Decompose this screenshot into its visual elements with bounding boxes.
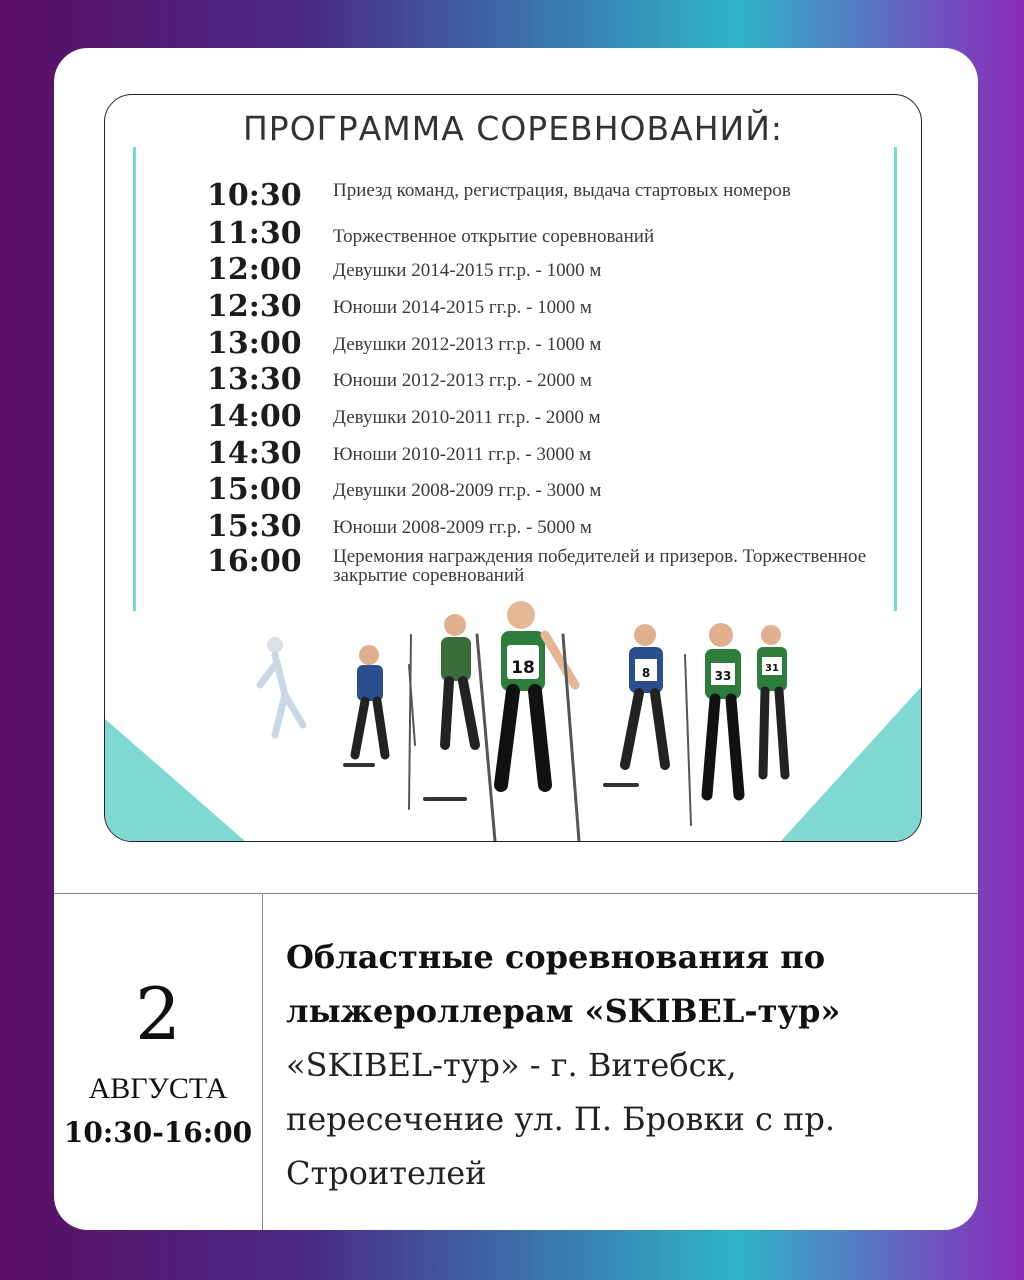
event-day: 2: [135, 972, 181, 1056]
schedule-time: 15:00: [207, 472, 302, 507]
event-info: [54, 893, 978, 1230]
rollerskiers-illustration: [245, 595, 805, 841]
schedule-event: Девушки 2014-2015 гг.р. - 1000 м: [333, 260, 602, 281]
event-time: 10:30-16:00: [63, 1116, 253, 1149]
schedule-event: Девушки 2008-2009 гг.р. - 3000 м: [333, 480, 602, 501]
schedule-time: 11:30: [207, 216, 302, 251]
schedule-time: 15:30: [207, 509, 302, 544]
schedule-time: 13:30: [207, 362, 302, 397]
schedule-event: Юноши 2008-2009 гг.р. - 5000 м: [333, 517, 592, 538]
schedule-event: Девушки 2012-2013 гг.р. - 1000 м: [333, 334, 602, 355]
schedule-time: 10:30: [207, 178, 302, 213]
schedule-time: 12:00: [207, 252, 302, 287]
schedule-event: Приезд команд, регистрация, выдача стартовых номеров: [333, 180, 791, 201]
event-month: АВГУСТА: [88, 1072, 228, 1105]
program-poster: [104, 94, 922, 842]
schedule-time: 12:30: [207, 289, 302, 324]
schedule-event: Торжественное открытие соревнований: [333, 226, 655, 247]
corner-triangle-left: [105, 705, 245, 841]
schedule-event: Церемония награждения победителей и призеров. Торжественное закрытие соревнований: [333, 546, 867, 586]
bib-number: 31: [765, 663, 779, 674]
schedule-event: Юноши 2012-2013 гг.р. - 2000 м: [333, 370, 592, 391]
bib-number: 8: [641, 666, 651, 680]
info-divider: [262, 894, 263, 1230]
schedule-time: 14:30: [207, 436, 302, 471]
poster-title: ПРОГРАММА СОРЕВНОВАНИЙ:: [242, 109, 783, 148]
schedule-event: Юноши 2014-2015 гг.р. - 1000 м: [333, 297, 592, 318]
event-title[interactable]: Областные соревнования по лыжероллерам «SKIBEL-тур»: [286, 938, 841, 1030]
event-place: «SKIBEL-тур» - г. Витебск, пересечение ул. П. Бровки с пр. Строителей: [286, 1046, 836, 1192]
schedule-event: Девушки 2010-2011 гг.р. - 2000 м: [333, 407, 601, 428]
schedule-event: Юноши 2010-2011 гг.р. - 3000 м: [333, 444, 592, 465]
schedule-time: 16:00: [207, 544, 302, 579]
schedule-time: 14:00: [207, 399, 302, 434]
bib-number: 18: [511, 658, 535, 678]
schedule-time: 13:00: [207, 326, 302, 361]
event-card[interactable]: [54, 48, 978, 1230]
bib-number: 33: [714, 669, 732, 683]
poster-accent-bar-left: [133, 147, 136, 611]
